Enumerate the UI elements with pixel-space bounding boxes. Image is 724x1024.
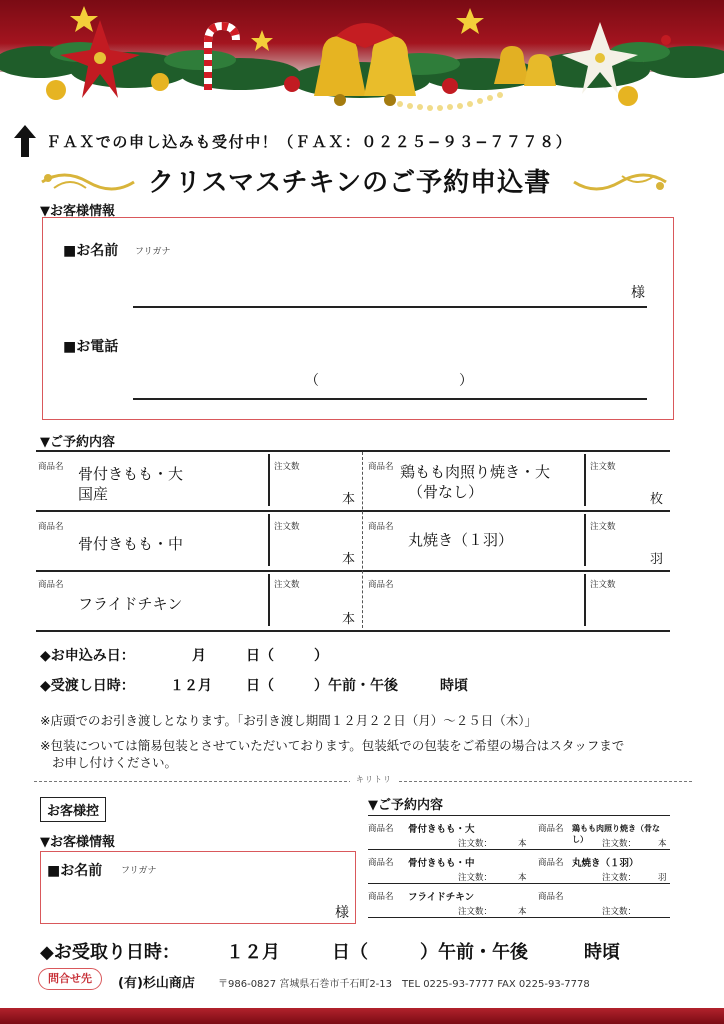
stub-item-name: 丸焼き（１羽）: [572, 858, 639, 869]
application-date-label: ◆お申込み日：: [40, 648, 135, 664]
stub-name-input[interactable]: [111, 878, 331, 918]
qty-separator: [268, 514, 270, 566]
phone-paren-close: ）: [459, 373, 473, 389]
order-row: [36, 510, 670, 570]
name-underline: [133, 306, 647, 308]
stub-unit: 本: [658, 839, 667, 849]
pickup-month: １２月: [170, 678, 212, 694]
qty-input[interactable]: [586, 574, 670, 630]
product-label: 商品名: [38, 580, 64, 590]
product-label: 商品名: [368, 522, 394, 532]
item-name: 鶏もも肉照り焼き・大: [400, 463, 551, 481]
pickup-summary-month: １２月: [226, 942, 280, 963]
stub-product-label: 商品名: [368, 892, 394, 902]
unit-label: 本: [342, 492, 356, 507]
note-wrapping: ※包装については簡易包装とさせていただいております。包装紙での包装をご希望の場合はスタッフまで: [40, 738, 625, 753]
gold-flourish-right-icon: [572, 168, 668, 196]
stub-table-bottom-rule: [368, 917, 670, 918]
cut-line-label: キリトリ: [350, 774, 398, 785]
note-wrapping-cont: お申し付けください。: [52, 755, 178, 770]
christmas-garland-header: [0, 0, 724, 118]
product-label: 商品名: [368, 462, 394, 472]
pickup-time: 時頃: [440, 678, 468, 694]
form-title-row: [0, 158, 724, 204]
item-name-sub: （骨なし）: [408, 483, 484, 501]
qty-label: 注文数: [590, 462, 616, 472]
product-label: 商品名: [368, 580, 394, 590]
qty-label: 注文数: [274, 522, 300, 532]
shop-address: 〒986-0827 宮城県石巻市千石町2-13 TEL 0225-93-7777 FAX 0225-93-7778: [218, 979, 590, 990]
qty-separator: [584, 454, 586, 506]
stub-item-name: 鶏もも肉照り焼き（骨なし）: [572, 824, 660, 844]
custom-item-input[interactable]: [366, 574, 584, 630]
stub-qty-label: 注文数：: [458, 907, 493, 917]
qty-label: 注文数: [274, 462, 300, 472]
item-name: 丸焼き（１羽）: [408, 531, 514, 549]
product-label: 商品名: [38, 522, 64, 532]
unit-label: 羽: [650, 552, 664, 567]
pickup-day: 日（: [246, 678, 274, 694]
stub-unit: 羽: [658, 873, 667, 883]
fax-notice: [14, 124, 572, 158]
stub-info-heading: ▼お客様情報: [40, 835, 115, 850]
stub-product-label: 商品名: [368, 824, 394, 834]
qty-label: 注文数: [590, 580, 616, 590]
stub-unit: 本: [518, 873, 527, 883]
item-name: 骨付きもも・大: [78, 465, 184, 483]
stub-item-name: 骨付きもも・中: [408, 858, 475, 869]
stub-item-name: フライドチキン: [408, 892, 475, 903]
honorific-sama: 様: [631, 285, 645, 301]
furigana-label: フリガナ: [135, 247, 171, 257]
application-day: 日（: [246, 648, 274, 664]
order-heading: ▼ご予約内容: [40, 435, 115, 450]
item-name-sub: 国産: [78, 485, 109, 503]
pickup-datetime-input[interactable]: [210, 670, 470, 694]
gold-flourish-left-icon: [40, 168, 136, 196]
unit-label: 本: [342, 552, 356, 567]
garland-illustration: [0, 0, 724, 118]
stub-qty-label: 注文数：: [458, 873, 493, 883]
application-date-input[interactable]: [150, 640, 340, 664]
qty-label: 注文数: [590, 522, 616, 532]
stub-furigana: フリガナ: [121, 866, 157, 876]
name-label: ■お名前: [63, 243, 119, 259]
stub-product-label: 商品名: [368, 858, 394, 868]
application-month: 月: [192, 648, 206, 664]
pickup-datetime-label: ◆受渡し日時：: [40, 678, 135, 694]
stub-name-label: ■お名前: [47, 863, 103, 879]
page-title: クリスマスチキンのご予約申込書: [148, 168, 552, 198]
customer-info-heading: ▼お客様情報: [40, 204, 115, 219]
order-table-bottom-rule: [36, 630, 670, 632]
qty-separator: [268, 454, 270, 506]
stub-customer-box: [40, 851, 356, 924]
stub-product-label: 商品名: [538, 892, 564, 902]
stub-qty-label: 注文数：: [602, 873, 637, 883]
qty-separator: [584, 574, 586, 626]
note-store-pickup: ※店頭でのお引き渡しとなります。「お引き渡し期間１２月２２日（月）〜２５日（木）」: [40, 713, 537, 728]
phone-label: ■お電話: [63, 339, 119, 355]
qty-separator: [584, 514, 586, 566]
stub-unit: 本: [518, 907, 527, 917]
stub-product-label: 商品名: [538, 824, 564, 834]
qty-separator: [268, 574, 270, 626]
stub-order-row: [368, 849, 670, 883]
product-label: 商品名: [38, 462, 64, 472]
phone-paren-open: （: [305, 373, 319, 389]
application-close: ）: [314, 648, 328, 664]
name-input[interactable]: [133, 268, 647, 308]
stub-product-label: 商品名: [538, 858, 564, 868]
stub-order-row: [368, 883, 670, 917]
customer-info-box: [42, 217, 674, 420]
order-row: [36, 450, 670, 510]
contact-tag: 問合せ先: [38, 968, 102, 990]
stub-order-row: [368, 815, 670, 849]
up-arrow-icon: [14, 125, 36, 157]
qty-label: 注文数: [274, 580, 300, 590]
stub-item-name: 骨付きもも・大: [408, 824, 475, 835]
unit-label: 本: [342, 612, 356, 627]
shop-name: (有)杉山商店: [118, 976, 195, 991]
stub-order-heading: ▼ご予約内容: [368, 798, 443, 813]
small-bells-icon: [494, 46, 556, 86]
pickup-summary-label: ◆お受取り日時：: [40, 942, 180, 963]
stub-honorific: 様: [335, 905, 349, 921]
pickup-summary-day: 日（: [332, 942, 368, 963]
column-dashed-divider: [362, 452, 363, 628]
fax-notice-text: ＦＡＸでの申し込みも受付中！（ＦＡＸ：０２２５−９３−７７７８）: [46, 132, 573, 151]
customer-copy-tag: お客様控: [40, 797, 106, 822]
order-row: [36, 570, 670, 630]
item-name: フライドチキン: [78, 595, 183, 613]
stub-qty-label: 注文数：: [602, 907, 637, 917]
item-name: 骨付きもも・中: [78, 535, 184, 553]
pickup-summary-ampm: ）午前・午後: [420, 942, 528, 963]
phone-underline: [133, 398, 647, 400]
pickup-summary-time: 時頃: [584, 942, 620, 963]
stub-qty-label: 注文数：: [602, 839, 637, 849]
footer-red-band: [0, 1008, 724, 1024]
unit-label: 枚: [650, 492, 664, 507]
stub-unit: 本: [518, 839, 527, 849]
stub-qty-label: 注文数：: [458, 839, 493, 849]
pickup-ampm: ）午前・午後: [314, 678, 398, 694]
phone-input[interactable]: [133, 358, 647, 398]
